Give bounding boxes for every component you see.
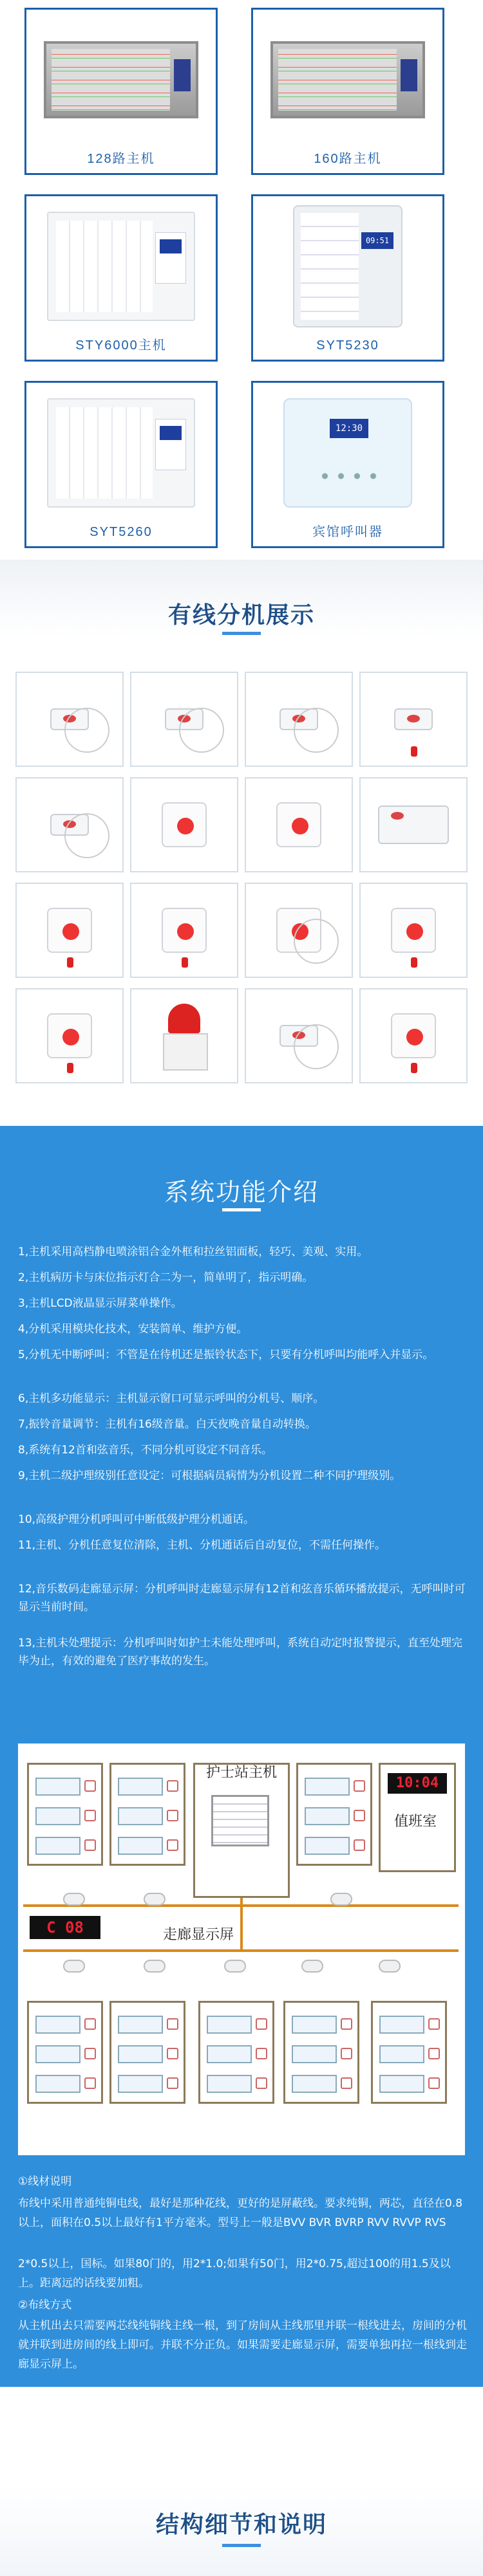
extension-item[interactable] [359, 883, 468, 978]
structure-section [0, 2387, 483, 2576]
host-sty6000-image [35, 205, 207, 327]
feature-item: 10,高级护理分机呼叫可中断低级护理分机通话。 [18, 1513, 255, 1526]
extension-section [0, 560, 483, 1126]
extension-item[interactable] [130, 777, 238, 872]
wiring-heading: ②布线方式 [18, 2299, 72, 2312]
ward-room [27, 2001, 103, 2104]
extension-item[interactable] [130, 988, 238, 1083]
extension-item[interactable] [359, 988, 468, 1083]
extension-item[interactable] [15, 883, 124, 978]
extension-item[interactable] [245, 672, 353, 767]
door-lamp-icon [144, 1893, 166, 1906]
nurse-station-label: 护士站主机 [205, 1765, 277, 1781]
feature-item: 7,振铃音量调节：主机有16级音量。白天夜晚音量自动转换。 [18, 1418, 316, 1431]
host-caption: 宾馆呼叫器 [312, 525, 383, 539]
host-card-128[interactable] [24, 8, 218, 175]
wiring-text: 2*0.5以上，国标。如果80门的，用2*1.0;如果有50门，用2*0.75,超过100的用1.5及以上。距离远的话线要加粗。 [18, 2258, 451, 2290]
ward-room [283, 2001, 359, 2104]
wiring-text: 从主机出去只需要两芯线纯铜线主线一根，到了房间从主线那里并联一根线进去，房间的分机就并联到进房间的线上即可。并联不分正负。如果需要走廊显示屏，需要单独再拉一根线到走廊显示屏上。 [18, 2319, 467, 2371]
host-card-160[interactable] [251, 8, 444, 175]
nurse-station-host-icon [211, 1795, 269, 1846]
host-caption: STY6000主机 [75, 338, 167, 353]
door-lamp-icon [224, 1960, 246, 1973]
door-lamp-icon [301, 1960, 323, 1973]
ward-room [27, 1763, 103, 1866]
wiring-heading: ①线材说明 [18, 2175, 72, 2188]
door-lamp-icon [144, 1960, 166, 1973]
host-caption: 160路主机 [314, 152, 382, 166]
extension-item[interactable] [15, 988, 124, 1083]
feature-item: 12,音乐数码走廊显示屏：分机呼叫时走廊显示屏有12首和弦音乐循环播放提示，无呼叫时可显示当前时间。 [18, 1583, 466, 1614]
host-card-sty6000[interactable] [24, 194, 218, 362]
title-underline [222, 632, 261, 635]
structure-title: 结构细节和说明 [155, 2512, 327, 2538]
alarm-siren-icon [163, 1004, 205, 1068]
feature-item: 2,主机病历卡与床位指示灯合二为一，简单明了，指示明确。 [18, 1271, 314, 1284]
feature-item: 1,主机采用高档静电喷涂铝合金外框和拉丝铝面板，轻巧、美观、实用。 [18, 1246, 368, 1258]
host-syt5260-image [35, 392, 207, 514]
host-card-syt5260[interactable] [24, 381, 218, 548]
host-products-section [0, 0, 483, 560]
system-diagram [18, 1743, 465, 2155]
wiring-text: 布线中采用普通纯铜电线，最好是那种花线，更好的是屏蔽线。要求纯铜，两芯，直径在0.8以上，面积在0.5以上最好有1平方毫米。型号上一般是BVV BVR BVRP RVV RVVP RVS [18, 2197, 463, 2229]
host-caption: SYT5260 [90, 525, 153, 539]
extension-item[interactable] [15, 777, 124, 872]
ward-room [296, 1763, 372, 1866]
ward-room [109, 2001, 185, 2104]
bus-line [240, 1898, 243, 1952]
duty-clock-display: 10:04 [388, 1773, 447, 1794]
door-lamp-icon [63, 1960, 85, 1973]
extension-item[interactable] [245, 777, 353, 872]
extension-item[interactable] [359, 672, 468, 767]
host-clock-display: 09:51 [361, 232, 393, 249]
host-caption: 128路主机 [87, 152, 155, 166]
feature-item: 6,主机多功能显示：主机显示窗口可显示呼叫的分机号、顺序。 [18, 1392, 325, 1405]
title-underline [222, 2544, 261, 2547]
hotel-caller-image [262, 392, 433, 514]
feature-item: 8,系统有12首和弦音乐，不同分机可设定不同音乐。 [18, 1444, 272, 1457]
host-caption: SYT5230 [316, 338, 379, 353]
extension-item[interactable] [245, 883, 353, 978]
function-title: 系统功能介绍 [164, 1178, 319, 1206]
host-card-hotel[interactable] [251, 381, 444, 548]
door-lamp-icon [330, 1893, 352, 1906]
ward-room [109, 1763, 185, 1866]
extension-item[interactable] [245, 988, 353, 1083]
feature-item: 11,主机、分机任意复位清除，主机、分机通话后自动复位，不需任何操作。 [18, 1539, 386, 1552]
corridor-display: C 08 [30, 1916, 100, 1939]
extension-item[interactable] [359, 777, 468, 872]
extension-item[interactable] [130, 883, 238, 978]
extension-item[interactable] [15, 672, 124, 767]
feature-item: 4,分机采用模块化技术，安装简单、维护方便。 [18, 1323, 248, 1336]
extension-item[interactable] [130, 672, 238, 767]
hotel-clock-display: 12:30 [330, 419, 368, 438]
ward-room [371, 2001, 447, 2104]
host-160-image [262, 19, 433, 141]
corridor-label: 走廊显示屏 [163, 1927, 234, 1943]
feature-item: 9,主机二级护理级别任意设定：可根据病员病情为分机设置二种不同护理级别。 [18, 1469, 401, 1482]
title-underline [222, 1208, 261, 1211]
host-syt5230-image [262, 205, 433, 327]
door-lamp-icon [379, 1960, 401, 1973]
feature-item: 5,分机无中断呼叫：不管是在待机还是振铃状态下，只要有分机呼叫均能呼入并显示。 [18, 1348, 434, 1361]
feature-item: 3,主机LCD液晶显示屏菜单操作。 [18, 1297, 182, 1310]
extension-title: 有线分机展示 [167, 602, 315, 629]
door-lamp-icon [63, 1893, 85, 1906]
ward-room [198, 2001, 274, 2104]
duty-room-label: 值班室 [394, 1814, 437, 1830]
feature-item: 13,主机未处理提示：分机呼叫时如护士未能处理呼叫，系统自动定时报警提示，直至处理完毕为止，有效的避免了医疗事故的发生。 [18, 1637, 463, 1668]
host-128-image [35, 19, 207, 141]
host-card-syt5230[interactable] [251, 194, 444, 362]
